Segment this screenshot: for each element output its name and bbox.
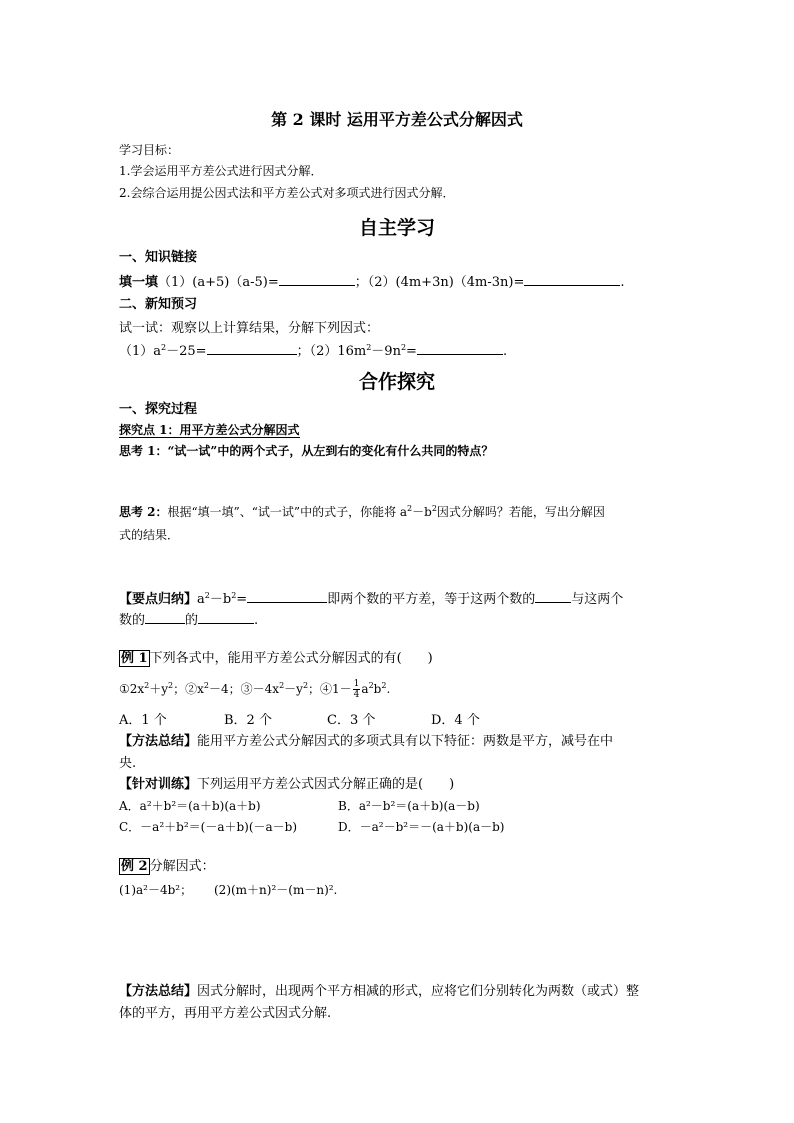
explore-point-1: 探究点 1：用平方差公式分解因式 — [119, 423, 300, 437]
page-title: 第 2 课时 运用平方差公式分解因式 — [271, 110, 523, 129]
section-title-self-study: 自主学习 — [358, 217, 435, 239]
choice-C[interactable]: C．3 个 — [327, 713, 376, 728]
fraction: $\frac{1}{4}$ — [353, 679, 360, 700]
answer-blank[interactable] — [279, 272, 355, 286]
goals-heading: 学习目标： — [119, 143, 180, 157]
choice-D[interactable]: D．4 个 — [431, 713, 480, 728]
try-instruction: 试一试：观察以上计算结果，分解下列因式： — [119, 321, 380, 336]
goal-item-1: 1.学会运用平方差公式进行因式分解． — [119, 164, 323, 178]
answer-blank[interactable] — [198, 610, 254, 624]
fill-label: 填一填 — [119, 275, 159, 290]
train-choice-C[interactable]: C．－a²＋b²＝(－a＋b)(－a－b) — [119, 820, 298, 834]
fill-in-line — [119, 272, 625, 292]
answer-blank[interactable] — [535, 589, 571, 603]
example-2-q1: (1)a²－4b²； — [119, 883, 193, 897]
train-choice-A[interactable]: A．a²＋b²＝(a＋b)(a＋b) — [119, 799, 261, 813]
think-2: 思考 2：根据“填一填”、“试一试”中的式子，你能将 $a^2-b^2$因式分解吗？若能，写出分解因 — [119, 504, 605, 519]
choice-A[interactable]: A．1 个 — [119, 713, 167, 728]
key-points: 【要点归纳】$a^2-b^2=$ 即两个数的平方差，等于这两个数的 与这两个 — [119, 591, 624, 607]
example-label: 例 1 — [121, 651, 148, 666]
try-questions: $(1)a^2-25=$ ；$(2)16m^2-9n^2=$ . — [119, 343, 508, 359]
part-knowledge-link: 一、知识链接 — [119, 250, 198, 265]
method-summary-2-cont: 体的平方，再用平方差公式因式分解. — [119, 1006, 332, 1021]
example-2-q2: (2)(m＋n)²－(m－n)². — [214, 883, 338, 897]
part-explore-process: 一、探究过程 — [119, 402, 198, 417]
key-points-cont: 数的 的 . — [119, 610, 258, 630]
fill-end: . — [620, 275, 625, 290]
answer-blank[interactable] — [207, 341, 297, 355]
part-preview: 二、新知预习 — [119, 297, 198, 312]
answer-blank[interactable] — [247, 589, 327, 603]
fill-q1: （1）(a+5)（a-5)= — [158, 275, 279, 290]
answer-blank[interactable] — [524, 272, 620, 286]
think-1: 思考 1：“试一试”中的两个式子，从左到右的变化有什么共同的特点？ — [119, 444, 494, 458]
targeted-training: 【针对训练】下列运用平方差公式因式分解正确的是( ) — [119, 777, 455, 792]
answer-blank[interactable] — [145, 610, 185, 624]
section-title-cooperative: 合作探究 — [358, 371, 435, 393]
answer-blank[interactable] — [417, 341, 503, 355]
example-1: 例 1 下列各式中，能用平方差公式分解因式的有( ) — [121, 651, 433, 666]
train-choice-B[interactable]: B．a²－b²＝(a＋b)(a－b) — [338, 799, 480, 813]
goal-item-2: 2.会综合运用提公因式法和平方差公式对多项式进行因式分解． — [119, 186, 455, 200]
method-summary-1-cont: 央. — [119, 756, 137, 771]
choice-B[interactable]: B．2 个 — [224, 713, 272, 728]
method-summary-1: 【方法总结】能用平方差公式分解因式的多项式具有以下特征：两数是平方，减号在中 — [119, 734, 614, 749]
method-summary-2: 【方法总结】因式分解时，出现两个平方相减的形式，应将它们分别转化为两数（或式）整 — [119, 984, 640, 999]
train-choice-D[interactable]: D．－a²－b²＝－(a＋b)(a－b) — [338, 820, 505, 834]
example-label: 例 2 — [121, 859, 148, 874]
fill-q2: ；（2）(4m+3n)（4m-3n)= — [354, 275, 525, 290]
example-2: 例 2 分解因式： — [121, 859, 215, 874]
example-1-options: $①2x^2+y^2$；$②x^2-4$；$③-4x^2-y^2$；④1－ $\frac{1}{4}$ $a^2b^2$. — [119, 679, 391, 700]
think-2-cont: 式的结果． — [119, 528, 180, 542]
